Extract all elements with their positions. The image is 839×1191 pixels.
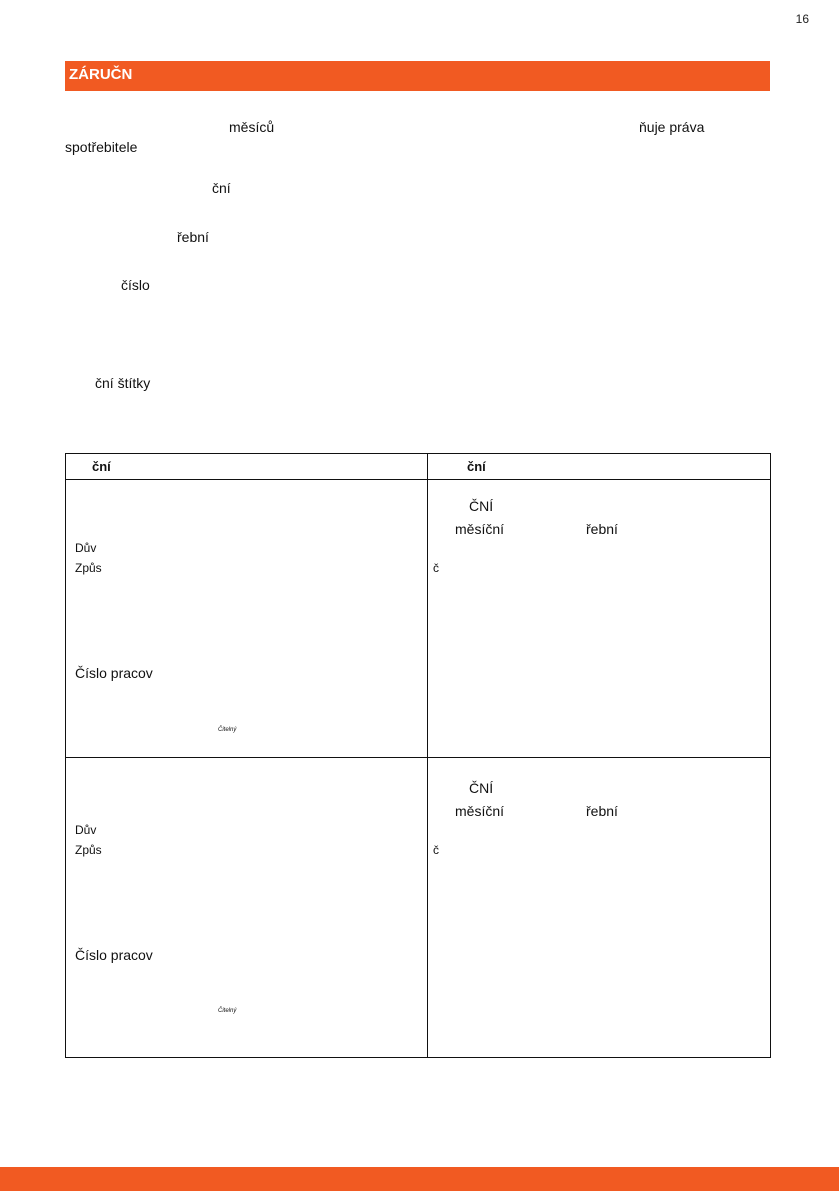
card-title: ČNÍ [469, 498, 494, 514]
card-c-label: č [433, 843, 439, 857]
table-divider-vertical [427, 454, 428, 1058]
table-header-right: ční [467, 459, 486, 474]
warranty-text-2: ční [212, 180, 231, 196]
table-header-left: ční [92, 459, 111, 474]
work-number-label: Číslo pracov [75, 947, 153, 963]
card-c-label: č [433, 561, 439, 575]
card-title: ČNÍ [469, 780, 494, 796]
warranty-labels-text: ční štítky [95, 375, 151, 391]
consumer-text-2: řební [177, 229, 209, 245]
section-banner [65, 61, 770, 91]
warranty-months-text: měsíců [229, 119, 275, 135]
legible-label: Čitelný [218, 1008, 237, 1014]
number-text: číslo [121, 277, 150, 293]
warranty-table [65, 453, 771, 1058]
method-label: Způs [75, 561, 102, 575]
consumer-rights-text: ňuje práva [639, 119, 705, 135]
section-title: ZÁRUČN [69, 66, 133, 83]
table-header-divider [66, 479, 771, 480]
page-number: 16 [795, 12, 809, 26]
work-number-label: Číslo pracov [75, 665, 153, 681]
card-consumer: řební [586, 521, 618, 537]
reason-label: Dův [75, 823, 97, 837]
reason-label: Dův [75, 541, 97, 555]
method-label: Způs [75, 843, 102, 857]
consumer-text: spotřebitele [65, 139, 138, 155]
footer-bar [0, 1167, 839, 1191]
table-section-divider [66, 757, 771, 758]
card-consumer: řební [586, 803, 618, 819]
card-months: měsíční [455, 803, 505, 819]
card-months: měsíční [455, 521, 505, 537]
legible-label: Čitelný [218, 727, 237, 733]
